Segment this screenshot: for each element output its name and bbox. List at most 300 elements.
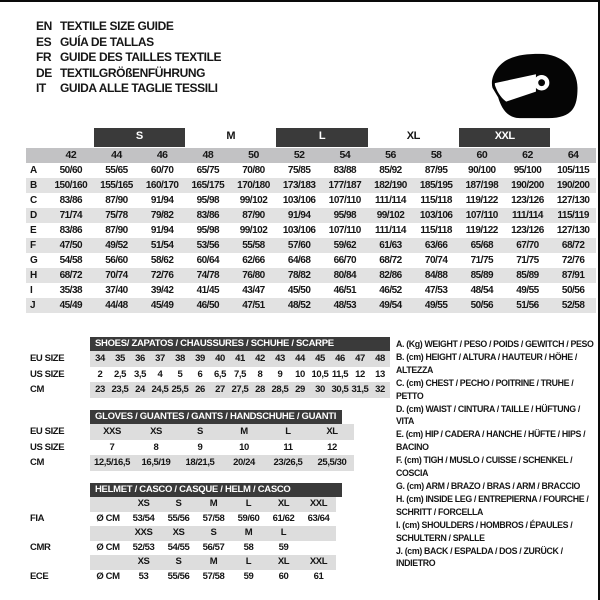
size-value-cell: 95/98 bbox=[196, 195, 220, 206]
helmet-cells bbox=[90, 570, 336, 585]
size-value-cell: 115/118 bbox=[420, 195, 452, 206]
size-value-cell: 107/110 bbox=[465, 210, 498, 221]
size-column-header: 44 bbox=[111, 149, 122, 161]
size-value-cell: 55/56 bbox=[167, 570, 190, 582]
row-letter: H bbox=[30, 270, 37, 281]
row-label bbox=[26, 526, 90, 541]
size-value-cell: 115/118 bbox=[420, 225, 452, 236]
size-value-cell: 43 bbox=[275, 353, 285, 364]
size-value-cell: 23,5 bbox=[111, 384, 129, 395]
size-value-cell: 53 bbox=[138, 570, 149, 582]
size-value-cell: 83/86 bbox=[59, 195, 83, 206]
size-value-cell: 85/89 bbox=[516, 270, 539, 281]
language-row bbox=[36, 66, 221, 82]
size-value-cell: 53/54 bbox=[132, 512, 155, 524]
helmet-cells bbox=[90, 526, 336, 541]
size-value-cell: 10 bbox=[239, 441, 249, 453]
size-value-cell: 177/187 bbox=[328, 180, 362, 191]
size-value-cell: 47/51 bbox=[242, 300, 265, 311]
helmet-row bbox=[26, 555, 342, 570]
size-value-cell: 80/84 bbox=[333, 270, 357, 281]
size-value-cell: 44/48 bbox=[105, 300, 128, 311]
helmet-row bbox=[26, 512, 342, 527]
size-value-cell: 39 bbox=[195, 353, 205, 364]
size-value-cell: XS bbox=[137, 498, 150, 509]
size-value-cell: 55/56 bbox=[167, 512, 190, 524]
size-col-spacer bbox=[26, 148, 48, 163]
size-value-cell: 170/180 bbox=[237, 180, 270, 191]
size-value-cell: 87/90 bbox=[105, 225, 128, 236]
size-value-cell: 13 bbox=[375, 368, 385, 380]
size-value-cell: 95/98 bbox=[333, 210, 357, 221]
size-value-cell: 119/122 bbox=[465, 225, 498, 236]
shoes-row bbox=[26, 351, 390, 367]
gloves-rows bbox=[26, 424, 354, 471]
size-value-cell: 49/55 bbox=[516, 285, 539, 296]
size-value-cell: 47 bbox=[355, 353, 365, 364]
size-value-cell: 59 bbox=[278, 541, 289, 553]
legend-entry: J. (cm) BACK / ESPALDA / DOS / ZURÜCK / INDIETRO bbox=[396, 545, 563, 569]
size-value-cell: 61/63 bbox=[379, 240, 402, 251]
row-label: CM bbox=[30, 457, 44, 468]
language-title: GUIDE DES TAILLES TEXTILE bbox=[60, 50, 222, 64]
size-value-cell: 11,5 bbox=[331, 368, 349, 380]
language-row bbox=[36, 35, 221, 51]
size-value-cell: 119/122 bbox=[465, 195, 498, 206]
size-group-xl: XL bbox=[406, 130, 420, 142]
size-value-cell: 37 bbox=[155, 353, 165, 364]
helmet-row bbox=[26, 497, 342, 512]
size-column-header: 60 bbox=[476, 149, 488, 161]
size-value-cell: 41/45 bbox=[196, 285, 220, 296]
size-value-cell: 25,5/30 bbox=[317, 457, 347, 468]
size-value-cell: 60/64 bbox=[196, 255, 220, 266]
row-label: CMR bbox=[30, 541, 51, 553]
size-value-cell: 29 bbox=[295, 384, 305, 395]
size-value-cell: XXL bbox=[309, 498, 328, 509]
size-value-cell: 65/75 bbox=[196, 165, 220, 176]
row-label: EU SIZE bbox=[30, 426, 65, 437]
size-value-cell: 48/53 bbox=[333, 300, 357, 311]
size-value-cell: 87/90 bbox=[105, 195, 128, 206]
size-value-cell: 8 bbox=[257, 368, 263, 380]
size-value-cell: 123/126 bbox=[511, 225, 544, 236]
gloves-row bbox=[26, 424, 354, 440]
gloves-cells bbox=[90, 440, 354, 456]
size-value-cell: 190/200 bbox=[511, 180, 544, 191]
size-value-cell: 95/100 bbox=[513, 165, 542, 176]
size-value-cell: 160/170 bbox=[145, 180, 179, 191]
size-value-cell: 63/66 bbox=[424, 240, 448, 251]
language-row bbox=[36, 81, 221, 97]
size-group-l: L bbox=[276, 128, 367, 147]
size-value-cell: 60 bbox=[278, 570, 289, 582]
size-value-cell: S bbox=[175, 556, 182, 567]
size-column-header: 52 bbox=[293, 149, 305, 161]
gloves-table bbox=[26, 410, 354, 471]
size-value-cell: 2,5 bbox=[113, 368, 126, 380]
size-value-cell: 165/175 bbox=[191, 180, 225, 191]
row-label: FIA bbox=[30, 512, 45, 524]
size-value-cell: 20/24 bbox=[233, 457, 255, 468]
shoes-row bbox=[26, 382, 390, 398]
measurement-legend bbox=[396, 338, 598, 570]
gloves-row bbox=[26, 455, 354, 471]
size-value-cell: 24,5 bbox=[151, 384, 169, 395]
size-value-cell: 107/110 bbox=[328, 195, 361, 206]
size-value-cell: 91/94 bbox=[150, 195, 174, 206]
legend-entry: G. (cm) ARM / BRAZO / BRAS / ARM / BRACCIO bbox=[396, 480, 581, 491]
size-value-cell: 62/66 bbox=[242, 255, 265, 266]
size-value-cell: 32 bbox=[375, 384, 385, 395]
size-column-header: 50 bbox=[248, 149, 259, 161]
size-value-cell: 4 bbox=[157, 368, 163, 380]
size-value-cell: 60/70 bbox=[150, 165, 174, 176]
size-value-cell: 6,5 bbox=[213, 368, 226, 380]
size-value-cell: 18/21,5 bbox=[185, 457, 215, 468]
measurement-row bbox=[26, 163, 596, 178]
size-value-cell: 83/86 bbox=[59, 225, 83, 236]
size-value-cell: 45/49 bbox=[59, 300, 83, 311]
size-value-cell: 190/200 bbox=[556, 180, 590, 191]
size-value-cell: 23/26,5 bbox=[273, 457, 303, 468]
size-value-cell: 10 bbox=[295, 368, 305, 380]
gloves-cells bbox=[90, 455, 354, 471]
size-value-cell: 23 bbox=[95, 384, 105, 395]
legend-entry: I. (cm) SHOULDERS / HOMBROS / ÉPAULES / SCHULTERN / SPALLE bbox=[396, 519, 573, 543]
size-value-cell: 48/54 bbox=[470, 285, 494, 296]
size-value-cell: XL bbox=[326, 426, 338, 437]
size-value-cell: 12 bbox=[355, 368, 365, 380]
size-value-cell: 70/80 bbox=[242, 165, 265, 176]
size-value-cell: S bbox=[210, 527, 217, 538]
shoes-title: SHOES/ ZAPATOS / CHAUSSURES / SCHUHE / SCARPE bbox=[90, 337, 390, 351]
size-value-cell: 74/78 bbox=[196, 270, 220, 281]
shoes-row bbox=[26, 367, 390, 383]
size-value-cell: 35 bbox=[115, 353, 125, 364]
language-code: EN bbox=[36, 19, 52, 33]
measurement-row bbox=[26, 268, 596, 283]
size-value-cell: M bbox=[209, 556, 218, 567]
size-value-cell: 6 bbox=[197, 368, 203, 380]
size-column-header: 56 bbox=[385, 149, 396, 161]
size-group-s: S bbox=[94, 128, 185, 147]
row-letter: E bbox=[30, 225, 37, 236]
shoes-cells bbox=[90, 382, 390, 398]
size-column-header: 62 bbox=[522, 149, 533, 161]
size-value-cell: 91/94 bbox=[287, 210, 311, 221]
language-code: ES bbox=[36, 34, 52, 49]
helmet-rows bbox=[26, 497, 342, 584]
helmet-table bbox=[26, 483, 342, 584]
language-code: DE bbox=[36, 65, 52, 80]
size-value-cell: 54/58 bbox=[59, 255, 83, 266]
shoes-cells bbox=[90, 351, 390, 367]
size-value-cell: 111/114 bbox=[511, 210, 543, 221]
language-title: GUIDA ALLE TAGLIE TESSILI bbox=[60, 81, 218, 95]
size-value-cell: 10,5 bbox=[311, 368, 329, 380]
size-value-cell: 95/98 bbox=[196, 225, 220, 236]
size-value-cell: 24 bbox=[135, 384, 145, 395]
size-value-cell: 41 bbox=[235, 353, 245, 364]
size-value-cell: 68/72 bbox=[561, 240, 585, 251]
size-value-cell: 39/42 bbox=[150, 285, 174, 296]
size-value-cell: 7,5 bbox=[233, 368, 246, 380]
size-value-cell: 9 bbox=[277, 368, 283, 380]
size-value-cell: 16,5/19 bbox=[141, 457, 171, 468]
size-value-cell: 57/58 bbox=[202, 570, 225, 582]
size-value-cell: 48 bbox=[375, 353, 385, 364]
size-value-cell: 28 bbox=[255, 384, 265, 395]
size-value-cell: 71/75 bbox=[516, 255, 539, 266]
size-group-xxl: XXL bbox=[459, 128, 550, 147]
size-group-row bbox=[26, 128, 596, 147]
size-value-cell: 99/102 bbox=[376, 210, 405, 221]
size-value-cell: 68/72 bbox=[59, 270, 83, 281]
size-value-cell: 50/60 bbox=[59, 165, 83, 176]
gloves-row bbox=[26, 440, 354, 456]
row-letter: D bbox=[30, 210, 37, 221]
size-value-cell: 187/198 bbox=[465, 180, 499, 191]
gloves-cells bbox=[90, 424, 354, 440]
gloves-title: GLOVES / GUANTES / GANTS / HANDSCHUHE / GUANTI bbox=[90, 410, 342, 424]
size-value-cell: L bbox=[280, 527, 287, 538]
size-value-cell: 34 bbox=[95, 353, 105, 364]
size-value-cell: 90/100 bbox=[468, 165, 496, 176]
language-code: FR bbox=[36, 50, 52, 64]
size-value-cell: 75/85 bbox=[287, 165, 311, 176]
size-value-cell: 65/68 bbox=[470, 240, 494, 251]
measurement-row bbox=[26, 193, 596, 208]
shoes-cells bbox=[90, 367, 390, 383]
size-value-cell: 40 bbox=[215, 353, 225, 364]
size-value-cell: 105/115 bbox=[557, 165, 590, 176]
row-label: CM bbox=[30, 384, 44, 395]
diameter-cm-label bbox=[90, 526, 126, 541]
size-value-cell: 72/76 bbox=[561, 255, 585, 266]
size-value-cell: 123/126 bbox=[511, 195, 544, 206]
size-value-cell: 99/102 bbox=[239, 195, 268, 206]
size-value-cell: 45/49 bbox=[150, 300, 174, 311]
size-column-header: 58 bbox=[430, 149, 442, 161]
size-value-cell: 155/165 bbox=[100, 180, 133, 191]
size-value-cell: XS bbox=[150, 426, 162, 437]
size-value-cell: 185/195 bbox=[419, 180, 453, 191]
size-value-cell: XL bbox=[277, 498, 290, 509]
size-value-cell: 42 bbox=[255, 353, 265, 364]
size-value-cell: 27 bbox=[215, 384, 225, 395]
size-value-cell: 61 bbox=[313, 570, 324, 582]
size-value-cell: XS bbox=[172, 527, 185, 538]
size-value-cell: 85/92 bbox=[379, 165, 402, 176]
size-value-cell: 46/52 bbox=[379, 285, 402, 296]
language-list bbox=[36, 19, 221, 97]
size-value-cell: 46/50 bbox=[196, 300, 220, 311]
legend-entry: B. (cm) HEIGHT / ALTURA / HAUTEUR / HÖHE / ALTEZZA bbox=[396, 351, 577, 375]
size-value-cell: 49/52 bbox=[105, 240, 128, 251]
size-value-cell: 150/160 bbox=[54, 180, 88, 191]
size-value-cell: M bbox=[209, 498, 218, 509]
size-value-cell bbox=[301, 541, 336, 556]
helmet-title: HELMET / CASCO / CASQUE / HELM / CASCO bbox=[90, 483, 342, 497]
size-value-cell: 99/102 bbox=[239, 225, 268, 236]
row-label bbox=[26, 555, 90, 570]
measurement-row bbox=[26, 223, 596, 238]
size-value-cell: 3,5 bbox=[133, 368, 146, 380]
size-column-header: 64 bbox=[567, 149, 579, 161]
size-value-cell: 70/74 bbox=[105, 270, 128, 281]
size-value-cell: 56/60 bbox=[105, 255, 128, 266]
measurement-row bbox=[26, 178, 596, 193]
row-label: EU SIZE bbox=[30, 353, 65, 364]
size-value-cell: 84/88 bbox=[424, 270, 448, 281]
size-value-cell: 5 bbox=[177, 368, 183, 380]
size-value-cell: 111/114 bbox=[374, 225, 406, 236]
size-value-cell: L bbox=[245, 556, 252, 567]
size-value-cell: 28,5 bbox=[271, 384, 289, 395]
row-letter: I bbox=[30, 285, 33, 296]
size-value-cell: 49/54 bbox=[379, 300, 402, 311]
size-value-cell: 52/58 bbox=[561, 300, 585, 311]
size-value-cell: 182/190 bbox=[374, 180, 407, 191]
size-value-cell: 7 bbox=[109, 441, 115, 453]
row-letter: F bbox=[30, 240, 36, 251]
row-letter: B bbox=[30, 180, 37, 191]
size-value-cell: 26 bbox=[195, 384, 205, 395]
size-column-header: 54 bbox=[339, 149, 351, 161]
size-value-cell: 59/60 bbox=[237, 512, 260, 524]
textile-size-table bbox=[26, 128, 596, 313]
size-value-cell: 44 bbox=[295, 353, 305, 364]
size-value-cell: 103/106 bbox=[282, 195, 316, 206]
helmet-row bbox=[26, 570, 342, 585]
shoes-rows bbox=[26, 351, 390, 398]
size-value-cell: 72/76 bbox=[150, 270, 174, 281]
size-value-cell: 85/89 bbox=[470, 270, 494, 281]
size-value-cell: 71/74 bbox=[59, 210, 83, 221]
size-value-cell: 58/62 bbox=[150, 255, 174, 266]
diameter-cm-label: Ø CM bbox=[96, 570, 120, 582]
diameter-cm-label bbox=[90, 555, 126, 570]
size-value-cell: 127/130 bbox=[556, 195, 590, 206]
row-label: ECE bbox=[30, 570, 49, 582]
size-value-cell: 78/82 bbox=[287, 270, 311, 281]
legend-entry: E. (cm) HIP / CADERA / HANCHE / HÜFTE / HIPS / BACINO bbox=[396, 429, 586, 453]
size-value-cell: 36 bbox=[135, 353, 145, 364]
size-value-cell: 47/53 bbox=[424, 285, 448, 296]
size-value-cell: M bbox=[240, 426, 248, 437]
size-column-header: 42 bbox=[65, 149, 77, 161]
size-value-cell: XXL bbox=[309, 556, 328, 567]
size-value-cell: 83/88 bbox=[333, 165, 357, 176]
legend-entry: D. (cm) WAIST / CINTURA / TAILLE / HÜFTUNG / VITA bbox=[396, 403, 580, 427]
size-value-cell: 57/60 bbox=[287, 240, 311, 251]
legend-entry: H. (cm) INSIDE LEG / ENTREPIERNA / FOURCHE / SCHRITT / FORCELLA bbox=[396, 493, 589, 517]
measurement-row bbox=[26, 283, 596, 298]
language-title: TEXTILE SIZE GUIDE bbox=[60, 19, 174, 33]
size-value-cell: L bbox=[245, 498, 252, 509]
size-value-cell: 82/86 bbox=[379, 270, 402, 281]
size-value-cell: 79/82 bbox=[150, 210, 174, 221]
size-value-cell: 75/78 bbox=[105, 210, 128, 221]
size-value-cell: 38 bbox=[175, 353, 185, 364]
size-value-cell: 27,5 bbox=[231, 384, 249, 395]
size-value-cell: 30 bbox=[315, 384, 325, 395]
size-value-cell: 47/50 bbox=[59, 240, 83, 251]
size-value-cell: S bbox=[197, 426, 203, 437]
measurement-row bbox=[26, 253, 596, 268]
row-letter: A bbox=[30, 165, 37, 176]
size-value-cell: 63/64 bbox=[307, 512, 330, 524]
size-value-cell: 48/52 bbox=[287, 300, 311, 311]
row-label: US SIZE bbox=[30, 368, 65, 380]
size-value-cell: 87/90 bbox=[242, 210, 265, 221]
size-value-cell bbox=[301, 526, 336, 541]
size-value-cell: 25,5 bbox=[171, 384, 189, 395]
language-code: IT bbox=[36, 81, 46, 95]
size-value-cell: S bbox=[175, 498, 182, 509]
size-value-cell: XXS bbox=[103, 426, 121, 437]
size-value-cell: 46/51 bbox=[333, 285, 357, 296]
size-value-cell: 76/80 bbox=[242, 270, 265, 281]
size-value-cell: 173/183 bbox=[282, 180, 316, 191]
size-value-cell: 87/95 bbox=[424, 165, 448, 176]
size-value-cell: 50/56 bbox=[470, 300, 494, 311]
size-value-cell: 8 bbox=[153, 441, 159, 453]
size-value-cell: 50/56 bbox=[561, 285, 585, 296]
size-value-cell: 53/56 bbox=[196, 240, 220, 251]
size-column-header: 48 bbox=[202, 149, 214, 161]
language-title: TEXTILGRÖßENFÜHRUNG bbox=[60, 65, 206, 80]
row-letter: G bbox=[30, 255, 38, 266]
size-value-cell: 127/130 bbox=[556, 225, 590, 236]
size-value-cell: 58 bbox=[243, 541, 254, 553]
row-letter: J bbox=[30, 300, 36, 311]
size-value-cell: 59 bbox=[243, 570, 254, 582]
legend-entry: C. (cm) CHEST / PECHO / POITRINE / TRUHE / PETTO bbox=[396, 377, 574, 401]
size-value-cell: 43/47 bbox=[242, 285, 265, 296]
language-row bbox=[36, 19, 221, 35]
size-group-m: M bbox=[226, 130, 235, 142]
measurement-row bbox=[26, 208, 596, 223]
row-label: US SIZE bbox=[30, 441, 65, 453]
size-value-cell: 35/38 bbox=[59, 285, 83, 296]
size-value-cell: 103/106 bbox=[282, 225, 316, 236]
size-value-cell: 51/54 bbox=[150, 240, 174, 251]
row-label bbox=[26, 497, 90, 512]
size-value-cell: 46 bbox=[335, 353, 345, 364]
size-value-cell: 66/70 bbox=[333, 255, 357, 266]
helmet-cells bbox=[90, 541, 336, 556]
helmet-row bbox=[26, 526, 342, 541]
size-value-cell: 71/75 bbox=[470, 255, 494, 266]
size-value-cell: 83/86 bbox=[196, 210, 220, 221]
shoes-table bbox=[26, 337, 390, 398]
size-col-spacer bbox=[26, 128, 48, 147]
size-value-cell: 87/91 bbox=[561, 270, 585, 281]
size-value-cell: 52/53 bbox=[132, 541, 155, 553]
size-value-cell: L bbox=[285, 426, 291, 437]
size-value-cell: 9 bbox=[197, 441, 203, 453]
size-value-cell: 61/62 bbox=[272, 512, 295, 524]
size-value-cell: 12 bbox=[327, 441, 337, 453]
size-value-cell: 70/74 bbox=[424, 255, 448, 266]
diameter-cm-label: Ø CM bbox=[96, 512, 120, 524]
size-value-cell: 45/50 bbox=[287, 285, 311, 296]
row-letter: C bbox=[30, 195, 37, 206]
measurement-row bbox=[26, 238, 596, 253]
size-value-cell: 30,5 bbox=[331, 384, 349, 395]
